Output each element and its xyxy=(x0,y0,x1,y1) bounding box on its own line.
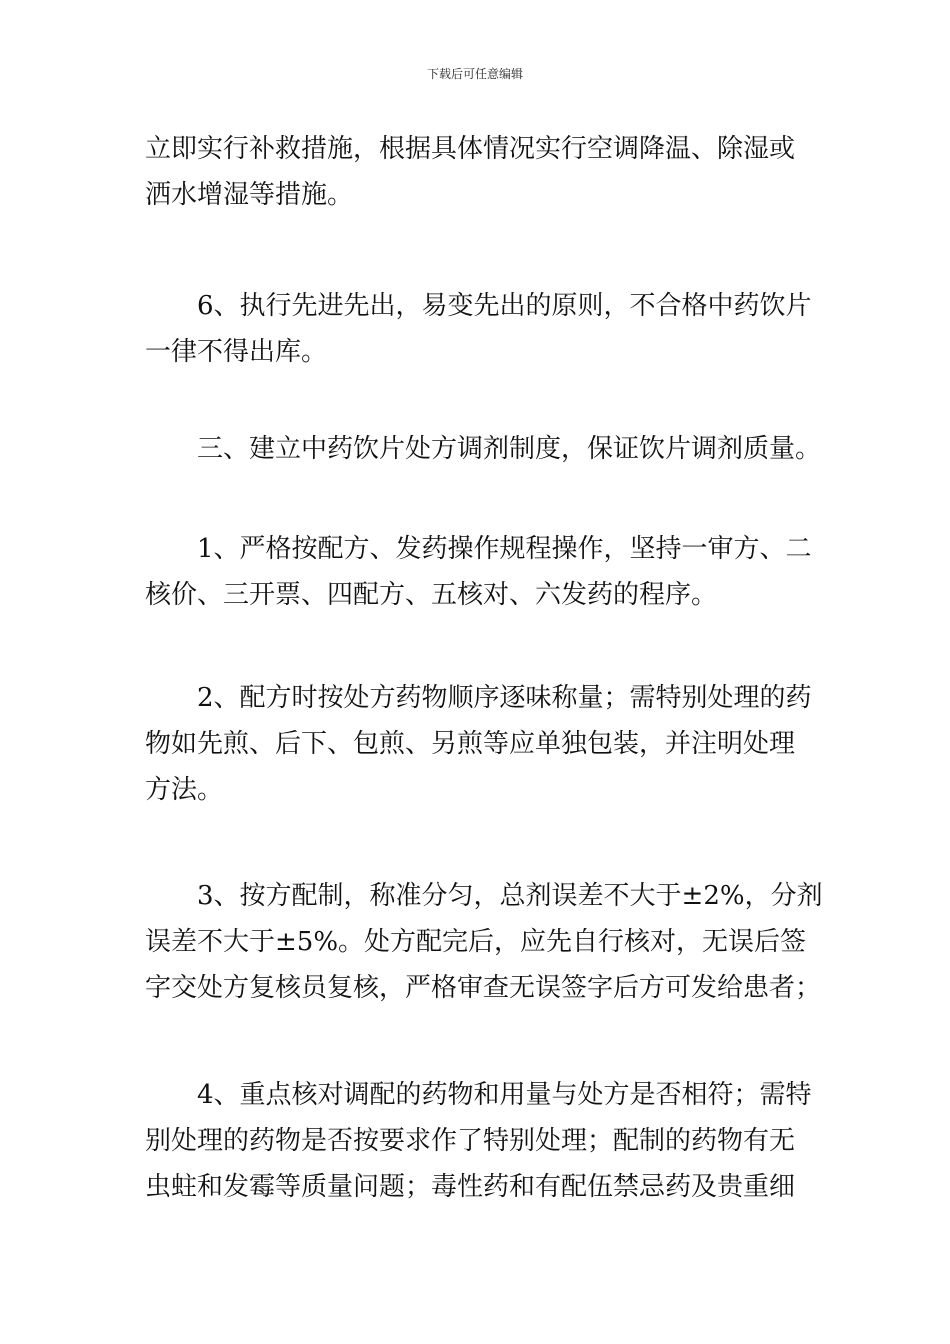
text-line: 1、严格按配方、发药操作规程操作，坚持一审方、二 xyxy=(197,534,812,564)
text-line: 6、执行先进先出，易变先出的原则，不合格中药饮片 xyxy=(197,291,812,321)
text-line: 2、配方时按处方药物顺序逐味称量；需特别处理的药 xyxy=(197,683,812,713)
text-line: 4、重点核对调配的药物和用量与处方是否相符；需特 xyxy=(197,1080,812,1110)
paragraph-2 xyxy=(145,283,810,375)
section-heading xyxy=(145,426,822,472)
text-line: 误差不大于±5%。处方配完后，应先自行核对，无误后签 xyxy=(145,927,807,957)
text-line: 核价、三开票、四配方、五核对、六发药的程序。 xyxy=(145,580,718,610)
paragraph-1 xyxy=(145,126,810,218)
text-line: 字交处方复核员复核，严格审查无误签字后方可发给患者； xyxy=(145,973,822,1003)
text-line: 3、按方配制，称准分匀，总剂误差不大于±2%，分剂 xyxy=(197,881,823,911)
text-line: 三、建立中药饮片处方调剂制度，保证饮片调剂质量。 xyxy=(197,434,822,464)
text-line: 物如先煎、后下、包煎、另煎等应单独包装，并注明处理 xyxy=(145,729,796,759)
text-line: 一律不得出库。 xyxy=(145,337,328,367)
text-line: 虫蛀和发霉等质量问题；毒性药和有配伍禁忌药及贵重细 xyxy=(145,1172,796,1202)
text-line: 洒水增湿等措施。 xyxy=(145,180,354,210)
text-line: 方法。 xyxy=(145,775,224,805)
paragraph-5 xyxy=(145,873,823,1011)
text-line: 别处理的药物是否按要求作了特别处理；配制的药物有无 xyxy=(145,1126,796,1156)
paragraph-3 xyxy=(145,526,810,618)
page-header: 下载后可任意编辑 xyxy=(426,67,523,81)
text-line: 立即实行补救措施，根据具体情况实行空调降温、除湿或 xyxy=(145,134,796,164)
paragraph-4 xyxy=(145,675,810,813)
paragraph-6 xyxy=(145,1072,810,1210)
